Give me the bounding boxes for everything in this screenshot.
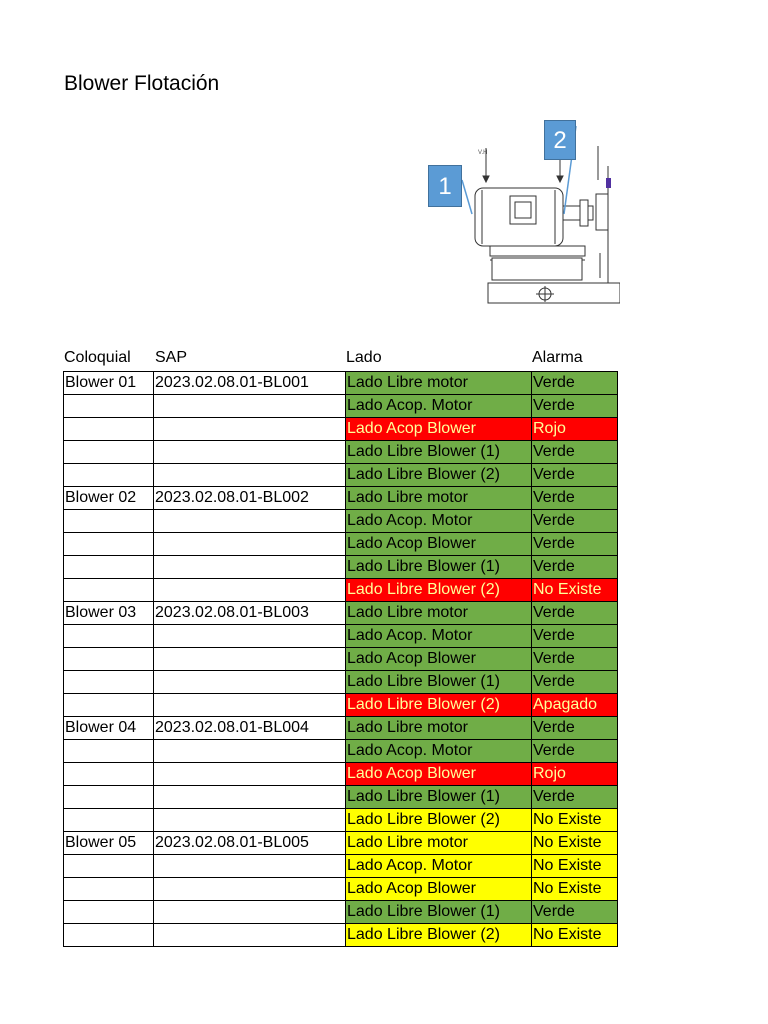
page-title: Blower Flotación (64, 72, 220, 95)
cell-lado: Lado Acop. Motor (346, 395, 532, 418)
cell-coloquial (64, 809, 154, 832)
cell-alarma: No Existe (532, 832, 618, 855)
cell-lado: Lado Libre Blower (2) (346, 694, 532, 717)
cell-lado: Lado Libre motor (346, 832, 532, 855)
table-row (64, 832, 618, 855)
cell-coloquial (64, 763, 154, 786)
cell-coloquial (64, 510, 154, 533)
table-row (64, 625, 618, 648)
cell-alarma: Verde (532, 740, 618, 763)
table-row (64, 579, 618, 602)
cell-alarma: Verde (532, 464, 618, 487)
cell-alarma: Verde (532, 533, 618, 556)
cell-coloquial (64, 556, 154, 579)
header-alarma: Alarma (532, 349, 583, 366)
callout-2: 2 (544, 120, 576, 160)
cell-alarma: No Existe (532, 855, 618, 878)
table-row (64, 372, 618, 395)
cell-lado: Lado Libre Blower (1) (346, 441, 532, 464)
table-row (64, 464, 618, 487)
cell-lado: Lado Libre Blower (1) (346, 671, 532, 694)
table-row (64, 671, 618, 694)
cell-lado: Lado Libre motor (346, 372, 532, 395)
cell-coloquial (64, 786, 154, 809)
blower-motor-diagram (420, 118, 620, 313)
cell-coloquial (64, 901, 154, 924)
blower-status-table (63, 371, 618, 947)
table-row (64, 694, 618, 717)
cell-sap (154, 464, 346, 487)
header-lado: Lado (346, 349, 382, 366)
cell-alarma: Verde (532, 786, 618, 809)
cell-coloquial (64, 924, 154, 947)
cell-coloquial: Blower 03 (64, 602, 154, 625)
cell-lado: Lado Libre Blower (1) (346, 786, 532, 809)
cell-sap: 2023.02.08.01-BL002 (154, 487, 346, 510)
callout-1: 1 (428, 165, 462, 207)
cell-coloquial (64, 648, 154, 671)
cell-coloquial (64, 625, 154, 648)
cell-lado: Lado Libre Blower (1) (346, 901, 532, 924)
table-row (64, 786, 618, 809)
cell-coloquial: Blower 05 (64, 832, 154, 855)
cell-alarma: Rojo (532, 418, 618, 441)
cell-sap (154, 740, 346, 763)
cell-coloquial (64, 671, 154, 694)
cell-sap (154, 625, 346, 648)
cell-sap (154, 671, 346, 694)
cell-lado: Lado Libre Blower (2) (346, 464, 532, 487)
cell-alarma: Verde (532, 395, 618, 418)
cell-sap: 2023.02.08.01-BL001 (154, 372, 346, 395)
cell-coloquial: Blower 01 (64, 372, 154, 395)
cell-alarma: Verde (532, 671, 618, 694)
cell-sap (154, 901, 346, 924)
cell-alarma: Verde (532, 487, 618, 510)
cell-lado: Lado Acop. Motor (346, 855, 532, 878)
table-row (64, 510, 618, 533)
cell-lado: Lado Libre Blower (2) (346, 809, 532, 832)
cell-sap (154, 763, 346, 786)
cell-sap (154, 395, 346, 418)
header-sap: SAP (155, 349, 188, 366)
cell-lado: Lado Acop Blower (346, 418, 532, 441)
cell-sap: 2023.02.08.01-BL003 (154, 602, 346, 625)
table-row (64, 717, 618, 740)
cell-lado: Lado Libre motor (346, 717, 532, 740)
cell-lado: Lado Acop Blower (346, 533, 532, 556)
table-row (64, 441, 618, 464)
cell-alarma: Verde (532, 441, 618, 464)
cell-sap (154, 441, 346, 464)
cell-coloquial (64, 579, 154, 602)
cell-alarma: Rojo (532, 763, 618, 786)
cell-alarma: Verde (532, 625, 618, 648)
cell-alarma: Apagado (532, 694, 618, 717)
cell-lado: Lado Acop. Motor (346, 625, 532, 648)
cell-sap (154, 878, 346, 901)
table-row (64, 878, 618, 901)
cell-coloquial (64, 533, 154, 556)
cell-alarma: No Existe (532, 878, 618, 901)
cell-coloquial (64, 464, 154, 487)
cell-lado: Lado Libre motor (346, 487, 532, 510)
cell-coloquial (64, 855, 154, 878)
cell-lado: Lado Acop. Motor (346, 510, 532, 533)
cell-sap (154, 579, 346, 602)
table-row (64, 855, 618, 878)
cell-sap: 2023.02.08.01-BL004 (154, 717, 346, 740)
cell-alarma: Verde (532, 717, 618, 740)
cell-coloquial (64, 878, 154, 901)
cell-lado: Lado Acop Blower (346, 648, 532, 671)
cell-coloquial (64, 740, 154, 763)
cell-lado: Lado Acop. Motor (346, 740, 532, 763)
table-row (64, 763, 618, 786)
cell-coloquial: Blower 04 (64, 717, 154, 740)
cell-coloquial: Blower 02 (64, 487, 154, 510)
cell-alarma: Verde (532, 901, 618, 924)
cell-lado: Lado Libre Blower (1) (346, 556, 532, 579)
cell-alarma: Verde (532, 648, 618, 671)
cell-sap (154, 786, 346, 809)
table-row (64, 487, 618, 510)
cell-coloquial (64, 395, 154, 418)
table-row (64, 418, 618, 441)
cell-sap (154, 648, 346, 671)
table-row (64, 809, 618, 832)
cell-sap (154, 855, 346, 878)
table-row (64, 556, 618, 579)
cell-coloquial (64, 418, 154, 441)
cell-sap (154, 418, 346, 441)
cell-sap (154, 510, 346, 533)
cell-lado: Lado Libre motor (346, 602, 532, 625)
cell-sap: 2023.02.08.01-BL005 (154, 832, 346, 855)
cell-sap (154, 924, 346, 947)
cell-sap (154, 556, 346, 579)
cell-lado: Lado Acop Blower (346, 763, 532, 786)
cell-sap (154, 809, 346, 832)
cell-sap (154, 694, 346, 717)
cell-lado: Lado Libre Blower (2) (346, 579, 532, 602)
cell-coloquial (64, 441, 154, 464)
cell-lado: Lado Acop Blower (346, 878, 532, 901)
table-row (64, 924, 618, 947)
cell-coloquial (64, 694, 154, 717)
cell-alarma: No Existe (532, 579, 618, 602)
table-row (64, 602, 618, 625)
table-row (64, 395, 618, 418)
table-row (64, 648, 618, 671)
cell-alarma: Verde (532, 602, 618, 625)
table-row (64, 740, 618, 763)
table-row (64, 533, 618, 556)
cell-alarma: No Existe (532, 809, 618, 832)
cell-sap (154, 533, 346, 556)
table-row (64, 901, 618, 924)
header-coloquial: Coloquial (64, 349, 131, 366)
cell-lado: Lado Libre Blower (2) (346, 924, 532, 947)
cell-alarma: Verde (532, 556, 618, 579)
cell-alarma: Verde (532, 510, 618, 533)
cell-alarma: No Existe (532, 924, 618, 947)
cell-alarma: Verde (532, 372, 618, 395)
svg-text:V.H: V.H (478, 150, 488, 156)
